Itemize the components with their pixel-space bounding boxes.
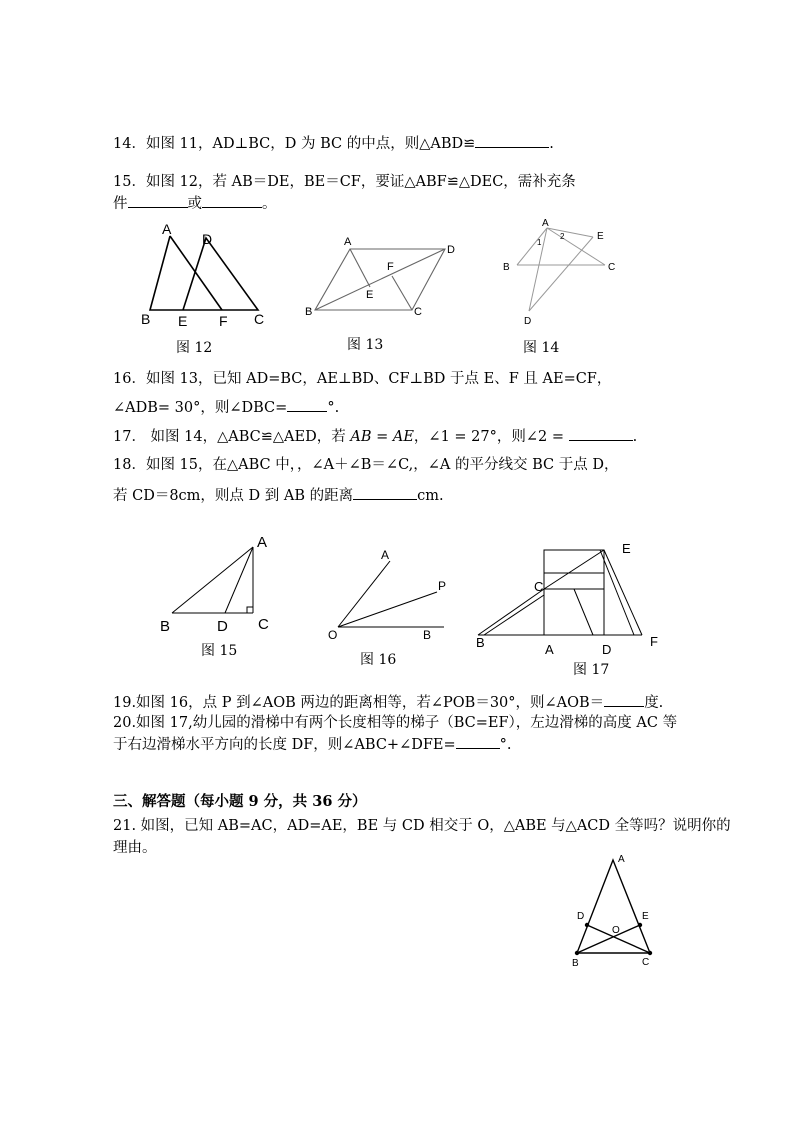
fig15-segment-ad	[225, 547, 253, 613]
figure-15-caption: 图 15	[201, 643, 238, 659]
fig12-segment-af	[170, 236, 222, 310]
fig21-label-e: E	[642, 911, 649, 922]
fig15-label-c: C	[258, 616, 269, 633]
question-15-part-b: 或	[187, 196, 202, 212]
fig13-segment-cf	[392, 276, 412, 310]
figure-13	[300, 230, 465, 325]
fig17-label-f: F	[650, 634, 658, 649]
answer-blank-16	[287, 397, 327, 412]
fig21-label-b: B	[572, 958, 579, 969]
fig21-point-e	[638, 923, 642, 927]
fig14-label-c: C	[608, 262, 616, 273]
fig13-label-b: B	[305, 306, 313, 318]
question-15-line1: 15．如图 12，若 AB＝DE，BE＝CF，要证△ABF≌△DEC，需补充条	[113, 174, 576, 190]
fig12-label-a: A	[162, 221, 172, 237]
question-14	[113, 133, 554, 154]
question-19-part-b: 度.	[644, 695, 664, 711]
question-18-part-b: cm.	[417, 488, 444, 504]
question-20-line2	[113, 734, 512, 755]
answer-blank-15a	[128, 193, 188, 208]
fig14-label-angle-2: 2	[560, 232, 565, 241]
figure-17-caption: 图 17	[573, 662, 610, 678]
question-17-tail: .	[632, 429, 638, 445]
fig12-outline	[150, 236, 258, 310]
section-3-heading: 三、解答题（每小题 9 分，共 36 分）	[113, 793, 367, 810]
fig13-diagonal-bd	[315, 249, 445, 310]
question-20-part-a: 于右边滑梯水平方向的长度 DF，则∠ABC+∠DFE=	[113, 737, 456, 753]
answer-blank-20	[456, 734, 500, 749]
question-19-part-a: 19.如图 16，点 P 到∠AOB 两边的距离相等，若∠POB＝30°，则∠AOB＝	[113, 695, 605, 711]
figure-12	[130, 220, 280, 330]
fig21-label-c: C	[642, 957, 650, 968]
figure-12-caption: 图 12	[176, 340, 213, 356]
question-16-line2	[113, 397, 339, 418]
fig12-label-d: D	[202, 231, 213, 247]
fig17-inner-diagonal	[574, 589, 593, 635]
answer-blank-17	[569, 426, 633, 441]
question-18-part-a: 若 CD＝8cm，则点 D 到 AB 的距离	[113, 488, 354, 504]
fig12-label-f: F	[219, 313, 228, 329]
question-19	[113, 692, 663, 713]
fig15-right-angle-mark	[247, 607, 253, 613]
question-16-line1: 16．如图 13，已知 AD=BC，AE⊥BD、CF⊥BD 于点 E、F 且 AE=CF，	[113, 371, 612, 387]
fig17-slide-ef	[604, 550, 642, 635]
fig21-point-d	[585, 923, 589, 927]
question-18-line1: 18．如图 15，在△ABC 中，，∠A＋∠B＝∠C,，∠A 的平分线交 BC 于点 D，	[113, 457, 619, 473]
fig13-label-a: A	[344, 236, 352, 248]
fig16-ray-op	[338, 592, 437, 627]
question-15-part-c: 。	[262, 196, 277, 212]
fig17-slide-ef-inner	[600, 550, 634, 635]
fig21-label-o: O	[612, 925, 620, 936]
fig17-label-b: B	[476, 635, 485, 650]
fig13-label-f: F	[387, 261, 394, 273]
question-17-equation: AB = AE	[350, 429, 414, 445]
fig21-label-a: A	[618, 854, 625, 865]
fig13-segment-ae	[350, 249, 370, 287]
fig21-triangle-abc	[577, 860, 650, 953]
fig17-label-a: A	[545, 642, 554, 657]
fig12-label-b: B	[141, 311, 151, 327]
figure-16	[320, 540, 455, 645]
fig17-slide-tower	[544, 550, 604, 635]
figure-14-caption: 图 14	[523, 340, 560, 356]
fig17-ladder-bc-inner	[484, 595, 544, 635]
fig15-label-a: A	[257, 534, 268, 551]
fig14-label-a: A	[542, 218, 549, 229]
question-21-line2: 理由。	[113, 840, 157, 856]
fig15-segment-ab	[172, 547, 253, 613]
question-15-line2	[113, 193, 277, 214]
fig17-label-e: E	[622, 541, 631, 556]
question-17	[113, 426, 637, 447]
fig12-label-e: E	[178, 313, 188, 329]
answer-blank-18	[353, 485, 417, 500]
fig16-label-o: O	[328, 628, 338, 642]
fig14-label-e: E	[597, 231, 604, 242]
question-18-line2	[113, 485, 444, 506]
fig13-label-e: E	[366, 289, 374, 301]
question-14-text: 14．如图 11，AD⊥BC，D 为 BC 的中点，则△ABD≌	[113, 136, 476, 152]
fig14-label-b: B	[503, 262, 510, 273]
fig16-ray-oa	[338, 561, 390, 627]
question-15-part-a: 件	[113, 196, 128, 212]
question-14-tail: .	[549, 136, 554, 152]
fig13-label-c: C	[414, 306, 422, 318]
fig16-label-a: A	[381, 548, 390, 562]
figure-13-caption: 图 13	[347, 337, 384, 353]
question-20-line1: 20.如图 17,幼儿园的滑梯中有两个长度相等的梯子（BC=EF），左边滑梯的高度 AC 等	[113, 715, 678, 731]
question-21-line1: 21. 如图，已知 AB=AC，AD=AE，BE 与 CD 相交于 O，△ABE 与△ACD 全等吗？说明你的	[113, 818, 731, 834]
question-17-part-b: ，∠1 = 27°，则∠2 =	[413, 429, 564, 445]
question-16-part-b: °.	[327, 400, 340, 416]
fig17-crossbar	[544, 550, 604, 589]
figure-14	[497, 215, 622, 330]
fig17-label-c: C	[534, 579, 544, 594]
fig13-label-d: D	[447, 244, 455, 256]
answer-blank-19	[604, 692, 644, 707]
fig14-label-angle-1: 1	[537, 238, 542, 247]
fig15-label-b: B	[160, 618, 171, 635]
fig15-label-d: D	[217, 618, 228, 635]
question-20-part-b: °.	[499, 737, 512, 753]
fig14-segment-ed	[529, 237, 593, 311]
fig21-label-d: D	[577, 911, 585, 922]
fig14-label-d: D	[524, 316, 532, 327]
question-17-part-a: 17． 如图 14，△ABC≌△AED，若	[113, 429, 346, 445]
answer-blank-15b	[202, 193, 262, 208]
answer-blank-14	[475, 133, 549, 148]
fig21-point-b	[575, 951, 579, 955]
fig16-label-b: B	[423, 628, 432, 642]
fig17-label-d: D	[602, 642, 612, 657]
figure-17	[470, 535, 670, 655]
question-16-part-a: ∠ADB= 30°，则∠DBC=	[113, 400, 288, 416]
figure-21	[565, 850, 665, 970]
fig12-label-c: C	[254, 311, 265, 327]
fig21-point-c	[648, 951, 652, 955]
figure-16-caption: 图 16	[360, 652, 397, 668]
fig16-label-p: P	[438, 579, 447, 593]
fig17-ladder-bc	[478, 589, 544, 635]
figure-15	[155, 530, 280, 635]
